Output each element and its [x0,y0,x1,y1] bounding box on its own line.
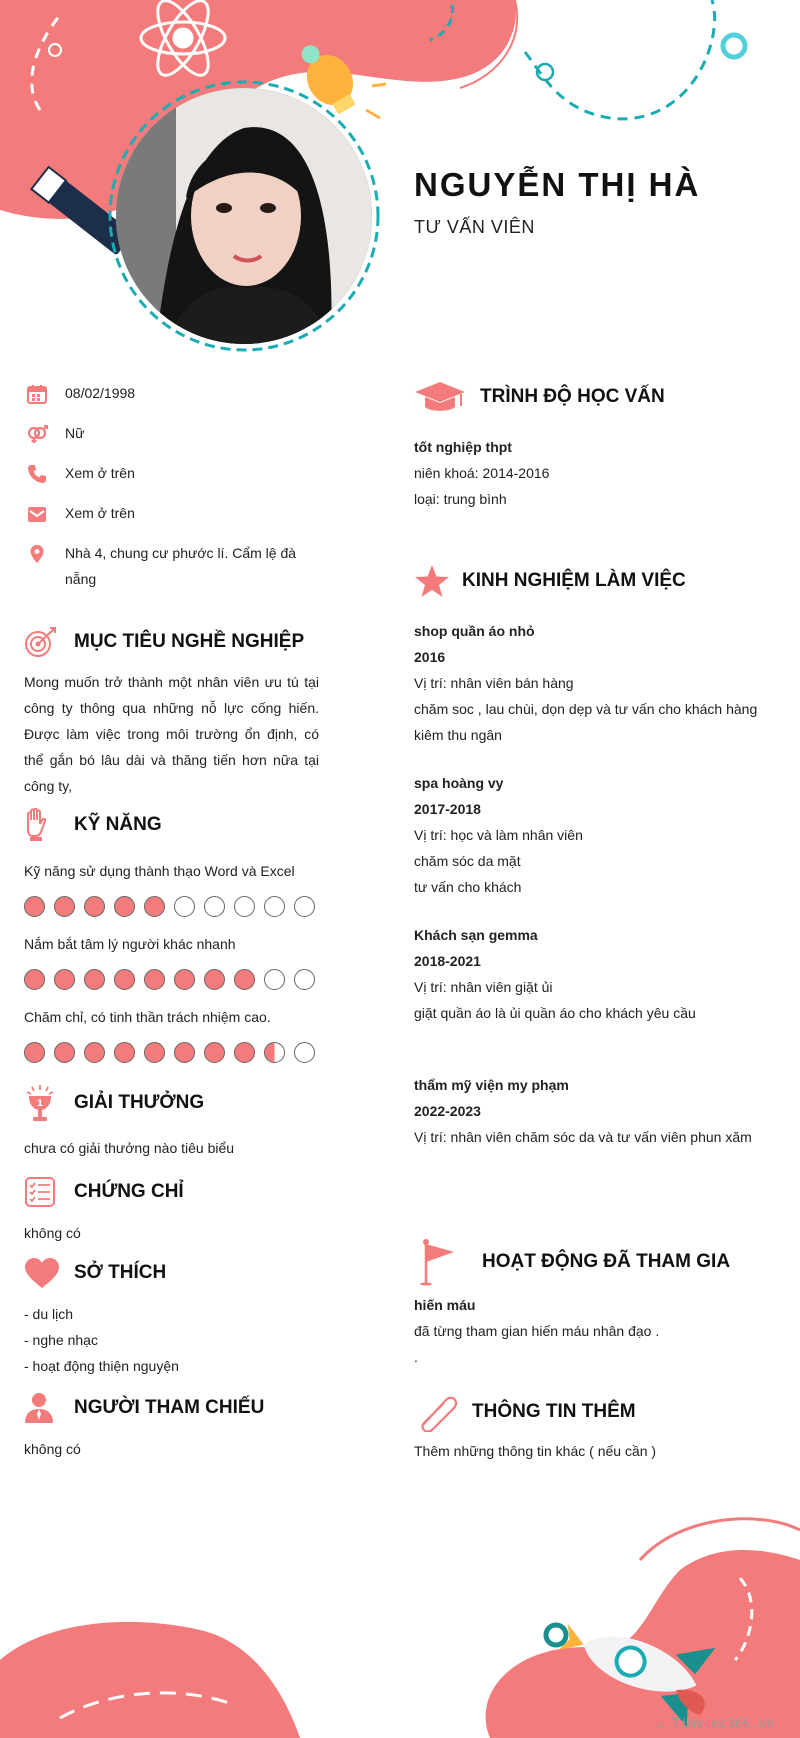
activity-line: đã từng tham gian hiến máu nhân đạo . [414,1323,660,1339]
rating-dot [144,896,165,917]
rating-dot [144,1042,165,1063]
profile-photo [116,88,372,344]
activity-name: hiến máu [414,1297,476,1313]
activity-line: . [414,1349,418,1365]
certificates-section [24,1176,324,1246]
candidate-title: TƯ VẤN VIÊN [414,217,535,237]
job-detail: Vị trí: nhân viên bán hàng [414,675,574,691]
awards-text: chưa có giải thưởng nào tiêu biểu [24,1140,235,1156]
contact-email [26,504,326,526]
education-title: TRÌNH ĐỘ HỌC VẤN [480,386,665,407]
job-company: Khách sạn gemma [414,927,538,943]
references-section [24,1392,324,1462]
skill-rating [24,1042,324,1063]
rating-dot [84,1042,105,1063]
contact-birthdate [26,384,326,406]
certificates-text: không có [24,1225,81,1241]
checklist-icon [24,1176,56,1208]
rating-dot [114,1042,135,1063]
footer-brand: ∴ Timviec365.vn [656,1717,774,1732]
rating-dot [294,1042,315,1063]
rating-dot [234,969,255,990]
activities-title: HOẠT ĐỘNG ĐÃ THAM GIA [482,1251,731,1272]
person-icon [24,1392,54,1424]
skills-title: KỸ NĂNG [74,814,162,835]
job-detail: tư vấn cho khách [414,879,522,895]
flag-icon [414,1238,464,1286]
skills-section [24,808,324,1077]
job-detail: giặt quần áo là ủi quần áo cho khách yêu cầu [414,1005,696,1021]
contact-value: Nhà 4, chung cư phước lí. Cẩm lệ đà nẵng [65,545,297,587]
experience-title: KINH NGHIỆM LÀM VIỆC [462,570,686,591]
rating-dot [54,1042,75,1063]
experience-header [414,564,784,598]
education-section [414,380,774,512]
candidate-name: NGUYỄN THỊ HÀ [414,166,701,203]
awards-title: GIẢI THƯỞNG [74,1092,205,1113]
contact-info [26,384,326,610]
extra-text: Thêm những thông tin khác ( nếu cần ) [414,1443,657,1459]
rating-dot [294,969,315,990]
target-icon [24,625,58,659]
gender-icon [26,423,48,445]
skill-name: Chăm chỉ, có tinh thần trách nhiệm cao. [24,1009,271,1025]
hand-icon [24,808,50,842]
rating-dot [24,1042,45,1063]
hobbies-section [24,1257,324,1379]
contact-value: Xem ở trên [65,465,135,481]
experience-section [414,564,784,1150]
rating-dot [114,969,135,990]
heart-icon [24,1257,60,1289]
awards-header [24,1083,324,1123]
email-icon [26,503,48,525]
job-detail: kiêm thu ngân [414,727,502,743]
rating-dot [264,1042,285,1063]
education-header [414,380,774,414]
references-title: NGƯỜI THAM CHIẾU [74,1397,265,1418]
jobs-list [414,618,784,1150]
skill-name: Kỹ năng sử dụng thành thạo Word và Excel [24,863,295,879]
rating-dot [84,969,105,990]
graduation-cap-icon [414,380,466,414]
rating-dot [294,896,315,917]
job-entry [414,618,784,748]
job-entry [414,922,784,1026]
rating-dot [174,1042,195,1063]
job-company: spa hoàng vy [414,775,504,791]
job-period: 2016 [414,649,446,665]
hobbies-title: SỞ THÍCH [74,1262,167,1283]
job-detail: Vị trí: nhân viên chăm sóc da và tư vấn viên phun xăm [414,1129,752,1145]
rating-dot [234,1042,255,1063]
rating-dot [54,969,75,990]
contact-value: Xem ở trên [65,505,135,521]
star-icon [414,564,450,598]
rating-dot [54,896,75,917]
job-detail: Vị trí: học và làm nhân viên [414,827,583,843]
hobby-item: - hoạt động thiện nguyện [24,1358,179,1374]
activities-header [414,1238,774,1286]
paperclip-icon [414,1392,458,1432]
extra-title: THÔNG TIN THÊM [472,1401,636,1422]
rating-dot [174,896,195,917]
skills-list [24,858,324,1063]
skill-rating [24,896,324,917]
job-detail: chăm sóc da mặt [414,853,521,869]
contact-value: Nữ [65,425,85,441]
contact-gender [26,424,326,446]
svg-text:1: 1 [36,1099,44,1109]
calendar-icon [26,383,48,405]
certificates-header [24,1176,324,1208]
objective-title: MỤC TIÊU NGHỀ NGHIỆP [74,631,305,652]
rating-dot [204,1042,225,1063]
education-years: niên khoá: 2014-2016 [414,465,550,481]
education-school: tốt nghiệp thpt [414,439,512,455]
references-text: không có [24,1441,81,1457]
skill-rating [24,969,324,990]
rating-dot [144,969,165,990]
job-period: 2017-2018 [414,801,481,817]
rating-dot [264,969,285,990]
extra-section [414,1392,774,1464]
rating-dot [204,896,225,917]
awards-section [24,1083,324,1161]
references-header [24,1392,324,1424]
skills-header [24,808,324,842]
objective-section [24,625,319,799]
objective-header [24,625,319,659]
extra-header [414,1392,774,1432]
location-icon [26,543,48,565]
hobby-item: - du lịch [24,1306,74,1322]
job-entry [414,770,784,900]
trophy-icon [24,1083,56,1123]
hobby-item: - nghe nhạc [24,1332,98,1348]
contact-phone [26,464,326,486]
rating-dot [204,969,225,990]
activities-section [414,1238,774,1370]
contact-address [26,544,326,592]
job-period: 2018-2021 [414,953,481,969]
rating-dot [84,896,105,917]
hobbies-header [24,1257,324,1289]
objective-text: Mong muốn trở thành một nhân viên ưu tú tại công ty thông qua những nỗ lực cống hiến. Được làm việc trong môi trường ổn định, có thể gắn bó lâu dài và thăng tiến hơn nữa tại công ty, [24,674,319,794]
job-entry [414,1072,784,1150]
job-company: shop quần áo nhỏ [414,623,535,639]
rating-dot [114,896,135,917]
job-company: thẩm mỹ viện my phạm [414,1077,569,1093]
contact-value: 08/02/1998 [65,385,136,401]
phone-icon [26,463,48,485]
job-detail: Vị trí: nhân viên giặt ủi [414,979,553,995]
rating-dot [174,969,195,990]
certificates-title: CHỨNG CHỈ [74,1181,184,1202]
rating-dot [234,896,255,917]
skill-name: Nắm bắt tâm lý người khác nhanh [24,936,236,952]
rating-dot [24,969,45,990]
job-detail: chăm soc , lau chùi, dọn dẹp và tư vấn cho khách hàng [414,701,758,717]
education-grade: loại: trung bình [414,491,507,507]
rating-dot [264,896,285,917]
rating-dot [24,896,45,917]
job-period: 2022-2023 [414,1103,481,1119]
